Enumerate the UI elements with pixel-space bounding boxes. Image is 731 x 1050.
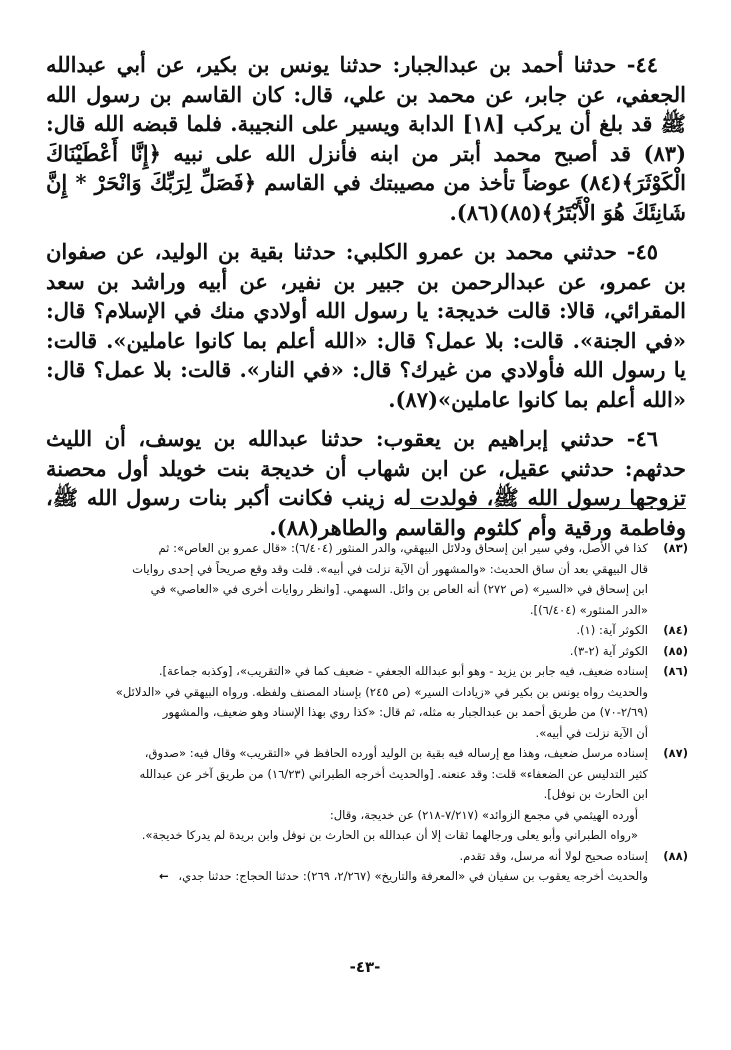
footnote-body (28, 641, 648, 662)
footnote-line: ابن إسحاق في «السير» (ص ٢٧٢) أنه العاص بن وائل. السهمي. [وانظر روايات أخرى في «العاصي» في (150, 582, 648, 596)
footnote-line: كثير التدليس عن الضعفاء» قلت: وقد عنعنه. [والحديث أخرجه الطبراني (١٦/٢٣) من طريق آخر عن عبدالله (139, 766, 648, 781)
footnote-line: قال البيهقي بعد أن ساق الحديث: «والمشهور أن الآية نزلت في أبيه». قلت وقد وقع صريحاً في إحدى روايات (132, 561, 648, 576)
continuation-arrow-icon: ← (158, 869, 169, 883)
footnote-separator-line (410, 508, 686, 509)
footnote-number: (٨٧) (663, 746, 688, 760)
footnote-number: (٨٦) (663, 664, 688, 678)
footnote-line: إسناده ضعيف، فيه جابر بن يزيد - وهو أبو عبدالله الجعفي - ضعيف كما في «التقريب»، [وكذبه جماعة]. (158, 664, 648, 678)
footnote-line: إسناده مرسل ضعيف، وهذا مع إرساله فيه بقية بن الوليد أورده الحافظ في «التقريب» وقال فيه: «صدوق، (144, 746, 648, 760)
footnote-body (28, 846, 648, 867)
hadith-46-paragraph: ٤٦- حدثني إبراهيم بن يعقوب: حدثنا عبدالله بن يوسف، أن الليث حدثهم: حدثني عقيل، عن ابن شهاب أن خديجة بنت خويلد أول محصنة تزوجها رسول الله ﷺ، فولدت له زينب فكانت أكبر بنات رسول الله ﷺ، وفاطمة ورقية وأم كلثوم والقاسم والطاهر(٨٨). (46, 426, 686, 540)
hadith-44-paragraph: ٤٤- حدثنا أحمد بن عبدالجبار: حدثنا يونس بن بكير، عن أبي عبدالله الجعفي، عن جابر، عن محمد بن علي، قال: كان القاسم بن رسول الله ﷺ قد بلغ أن يركب [١٨] الدابة ويسير على النجيبة. فلما قبضه الله قال:(٨٣) قد أصبح محمد أبتر من ابنه فأنزل الله على نبيه ﴿إِنَّا أَعْطَيْنَاكَ الْكَوْثَرَ﴾(٨٤) عوضاً تأخذ من مصيبتك في القاسم ﴿فَصَلِّ لِرَبِّكَ وَانْحَرْ * إِنَّ شَانِئَكَ هُوَ الْأَبْتَرُ﴾(٨٥)(٨٦). (46, 52, 686, 225)
footnote-line: ابن الحارث بن نوفل]. (543, 787, 648, 801)
footnote-84 (28, 620, 688, 641)
footnote-continuation (28, 866, 688, 887)
footnote-number: (٨٥) (663, 643, 688, 658)
footnote-body (28, 538, 648, 620)
footnote-body (28, 743, 648, 846)
footnote-line: أن الآية نزلت في أبيه». (535, 725, 648, 740)
footnote-88 (28, 846, 688, 867)
footnotes-section (28, 538, 688, 887)
footnote-subline: أورده الهيثمي في مجمع الزوائد» (٧/٢١٧-٢١٨) عن خديجة، وقال: (329, 807, 638, 822)
main-text (46, 50, 686, 552)
footnote-line: إسناده صحيح لولا أنه مرسل، وقد تقدم. (459, 848, 648, 863)
footnote-number: (٨٤) (663, 623, 688, 637)
footnote-continuation-body (28, 866, 648, 887)
footnote-83 (28, 538, 688, 620)
footnote-line: كذا في الأصل، وفي سير ابن إسحاق ودلائل البيهقي، والدر المنثور (٦/٤٠٤): «قال عمرو بن العاص»: ثم (158, 541, 648, 555)
footnote-line: «الدر المنثور» (٦/٤٠٤)]. (529, 602, 648, 617)
footnote-number: (٨٨) (663, 848, 688, 863)
footnote-85 (28, 641, 688, 662)
footnote-line: الكوثر آية (٢-٣). (569, 643, 648, 658)
footnote-87 (28, 743, 688, 846)
footnote-line: (٢/٦٩-٧٠) من طريق أحمد بن عبدالجبار به مثله، ثم قال: «كذا روي بهذا الإسناد وهو ضعيف، والمشهور (162, 705, 648, 719)
footnote-number: (٨٣) (663, 541, 688, 555)
footnote-body (28, 661, 648, 743)
footnote-body (28, 620, 648, 641)
footnote-subline: «رواه الطبراني وأبو يعلى ورجالهما ثقات إلا أن عبدالله بن الحارث بن نوفل وابن بريدة لم يدركا خديجة». (141, 828, 638, 842)
footnote-86 (28, 661, 688, 743)
footnote-continuation-text: والحديث أخرجه يعقوب بن سفيان في «المعرفة والتاريخ» (٢/٢٦٧، ٢٦٩): حدثنا الحجاج: حدثنا جدي، (178, 869, 648, 883)
hadith-45-paragraph: ٤٥- حدثني محمد بن عمرو الكلبي: حدثنا بقية بن الوليد، عن صفوان بن عمرو، عن عبدالرحمن بن جبير بن نفير، عن أبيه وراشد بن سعد المقرائي، قالا: قالت خديجة: يا رسول الله أولادي منك في الإسلام؟ قال: «في الجنة». قالت: بلا عمل؟ قال: «الله أعلم بما كانوا عاملين». قالت: يا رسول الله فأولادي من غيرك؟ قال: «في النار». قالت: بلا عمل؟ قال: «الله أعلم بما كانوا عاملين»(٨٧). (46, 239, 686, 412)
footnote-line: والحديث رواه يونس بن بكير في «زيادات السير» (ص ٢٤٥) بإسناد المصنف ولفظه. ورواه البيهقي في «الدلائل» (115, 684, 648, 699)
footnote-line: الكوثر آية: (١). (576, 623, 648, 637)
page-number: -٤٣- (349, 958, 381, 976)
